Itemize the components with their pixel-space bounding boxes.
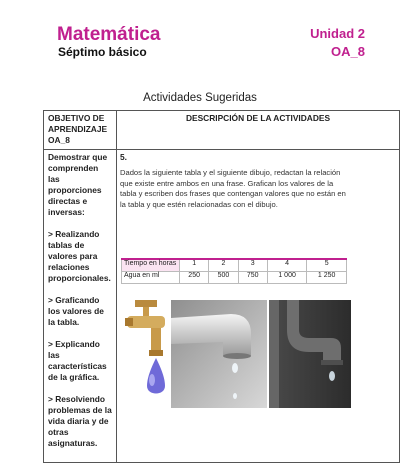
time-value: 2 (209, 259, 238, 271)
faucet-illustration (121, 300, 169, 408)
water-value: 1 000 (267, 271, 307, 283)
objective-point: > Resolviendo problemas de la vida diaria y de otras asignaturas. (48, 394, 112, 448)
activity-text: Dados la siguiente tabla y el siguiente dibujo, redactan la relación que existe entre ambos en una frase. Grafican los valores de la tabla y escriben dos frases que contengan valores que no están en la tabla y que estén relacionadas con el dibujo. (120, 168, 346, 209)
time-row (122, 259, 347, 271)
grade-level: Séptimo básico (58, 45, 147, 59)
objective-point: > Graficando los valores de la tabla. (48, 295, 104, 327)
objective-code: OA_8 (331, 44, 365, 59)
section-title: Actividades Sugeridas (143, 92, 257, 104)
objective-intro: Demostrar que comprenden las proporciones directas e inversas: (48, 152, 108, 217)
objective-cell (44, 150, 117, 463)
activities-table-row (44, 150, 400, 463)
faucet-drop-photo (171, 300, 267, 408)
description-column-header: DESCRIPCIÓN DE LA ACTIVIDADES (117, 111, 400, 150)
description-cell (117, 150, 400, 463)
activities-table-header (44, 111, 400, 150)
water-value: 500 (209, 271, 238, 283)
time-row-label: Tiempo en horas (122, 259, 180, 271)
activity-number: 5. (120, 152, 127, 162)
water-row-label: Agua en ml (122, 271, 180, 283)
water-value: 750 (238, 271, 267, 283)
objective-point: > Explicando las características de la gráfica. (48, 339, 107, 382)
time-value: 5 (307, 259, 347, 271)
water-value: 250 (180, 271, 209, 283)
time-value: 4 (267, 259, 307, 271)
water-value: 1 250 (307, 271, 347, 283)
unit-label: Unidad 2 (310, 26, 365, 41)
water-row (122, 271, 347, 283)
objective-point: > Realizando tablas de valores para relaciones proporcionales. (48, 229, 111, 283)
objective-column-header: OBJETIVO DE APRENDIZAJE OA_8 (44, 111, 117, 150)
time-value: 1 (180, 259, 209, 271)
rusty-faucet-photo (269, 300, 351, 408)
activities-table (43, 110, 400, 463)
time-value: 3 (238, 259, 267, 271)
water-time-table (121, 258, 347, 284)
subject-title: Matemática (57, 24, 161, 45)
